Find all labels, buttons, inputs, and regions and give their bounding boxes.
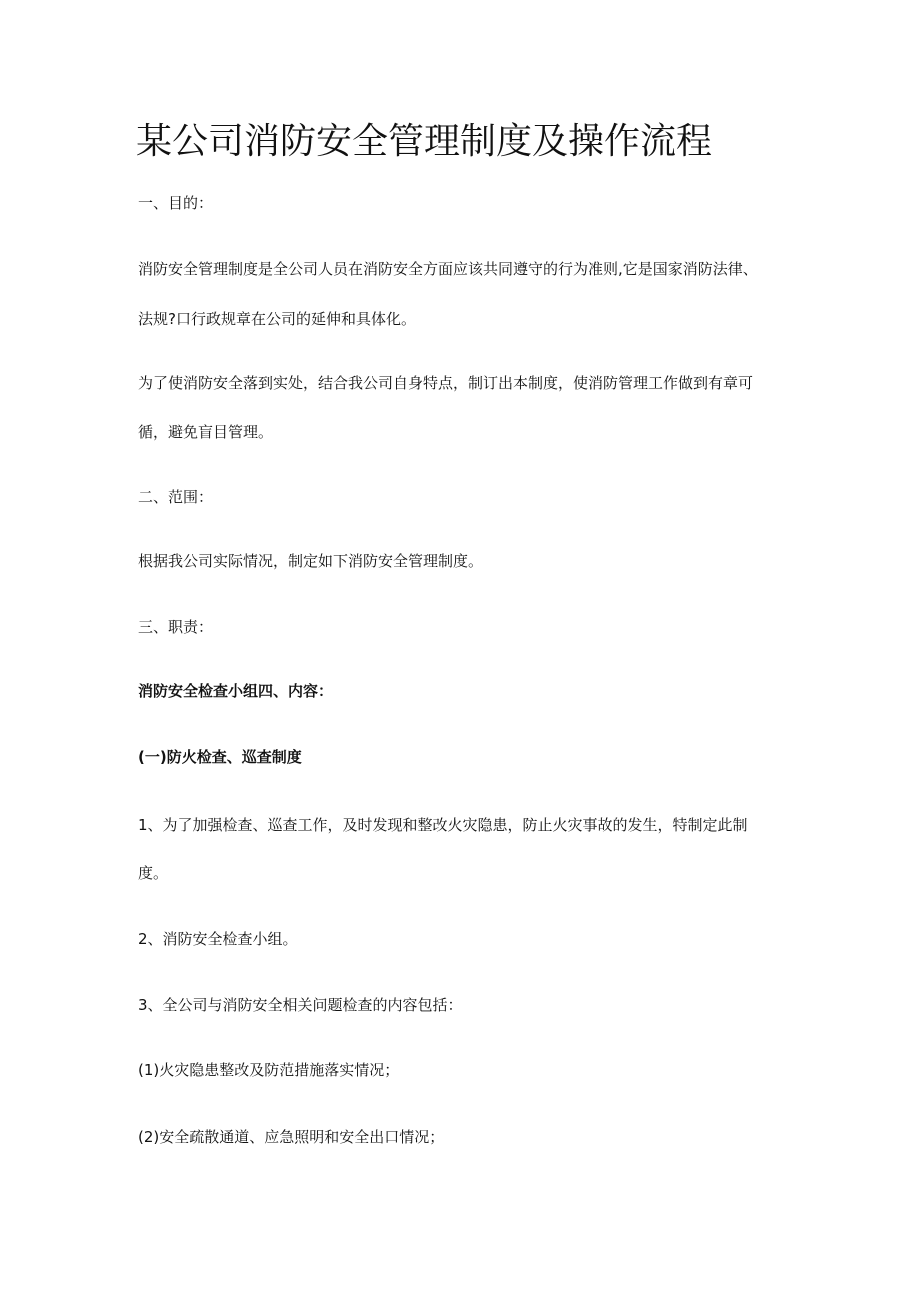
list-item: (1)火灾隐患整改及防范措施落实情况； [138, 1061, 400, 1079]
paragraph-line: 为了使消防安全落到实处，结合我公司自身特点，制订出本制度，使消防管理工作做到有章可 [138, 374, 754, 392]
paragraph-line: 1、为了加强检查、巡查工作，及时发现和整改火灾隐患，防止火灾事故的发生，特制定此制 [138, 816, 748, 834]
section-heading-scope: 二、范围： [138, 488, 214, 506]
section-heading-content: 消防安全检查小组四、内容： [138, 682, 334, 700]
paragraph-line: 度。 [138, 864, 169, 882]
paragraph-line: 根据我公司实际情况，制定如下消防安全管理制度。 [138, 552, 484, 570]
list-item: 3、全公司与消防安全相关问题检查的内容包括： [138, 996, 463, 1014]
section-heading-duties: 三、职责： [138, 618, 214, 636]
subsection-heading: (一)防火检查、巡查制度 [138, 748, 302, 766]
paragraph-line: 消防安全管理制度是全公司人员在消防安全方面应该共同遵守的行为准则,它是国家消防法律、 [138, 260, 758, 278]
document-title: 某公司消防安全管理制度及操作流程 [136, 121, 713, 162]
list-item: 2、消防安全检查小组。 [138, 930, 298, 948]
paragraph-line: 循，避免盲目管理。 [138, 423, 274, 441]
section-heading-purpose: 一、目的： [138, 194, 214, 212]
list-item: (2)安全疏散通道、应急照明和安全出口情况； [138, 1128, 445, 1146]
paragraph-line: 法规?口行政规章在公司的延伸和具体化。 [138, 310, 416, 328]
